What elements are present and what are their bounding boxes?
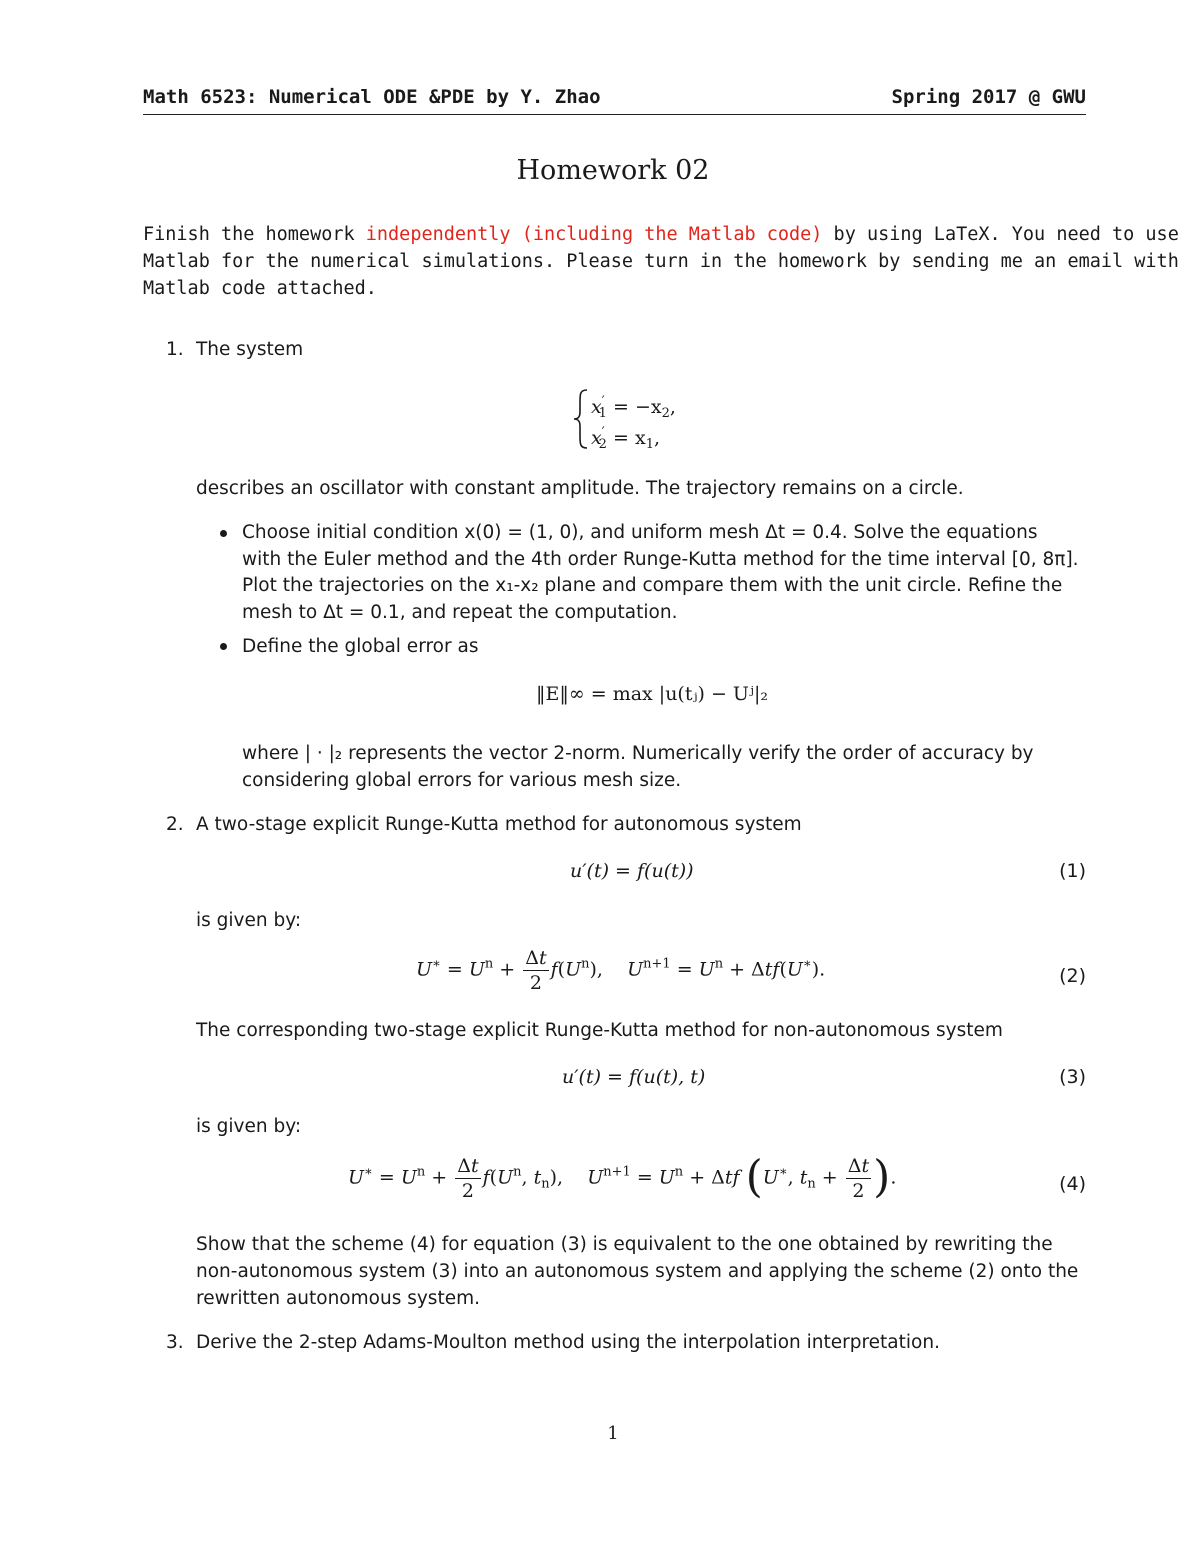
bullet-2-after [242,740,1034,794]
system-row-2: $x'_2 = x_1$, [591,425,661,452]
bullet-1-line: Plot the trajectories on the x₁-x₂ plane and compare them with the unit circle. Refine the [242,575,1063,596]
problem-1-after: describes an oscillator with constant amplitude. The trajectory remains on a circle. [196,478,964,499]
bullet-2-lead: Define the global error as [242,636,479,657]
bullet-1-line: with the Euler method and the 4th order Runge-Kutta method for the time interval [0, 8π]. [242,548,1079,570]
show-line: non-autonomous system (3) into an autonomous system and applying the scheme (2) onto the [196,1261,1079,1282]
equation-4-number: (4) [1059,1173,1086,1195]
header-right: Spring 2017 @ GWU [891,86,1086,108]
page-title: Homework 02 [516,155,710,186]
intro-text: Finish the homework [143,224,366,245]
equation-1: u′(t) = f(u(t)) [570,860,694,882]
show-line: Show that the scheme (4) for equation (3) is equivalent to the one obtained by rewriting the [196,1234,1053,1255]
global-error-equation: ‖E‖∞ = max |u(tⱼ) − Uʲ|₂ [536,683,768,705]
problem-1-number: 1. [166,339,184,360]
intro-line-2: Matlab for the numerical simulations. Please turn in the homework by sending me an email with [143,251,1179,272]
page-number: 1 [607,1423,619,1444]
intro-paragraph [143,221,1179,302]
intro-line-3: Matlab code attached. [143,278,377,299]
equation-4: $U^∗ = U^n$ + $\frac{\Delta t}{2}$ $f(U^n$, $t_n$), $U^{n+1} = U^n + \Delta tf$ (U∗, $t_n$ + $\frac{\Delta t}{2}$ ). [348,1151,897,1203]
bullet-1-line: Choose initial condition x(0) = (1, 0), and uniform mesh Δt = 0.4. Solve the equations [242,522,1038,543]
problem-1-lead: The system [196,339,304,360]
show-line: rewritten autonomous system. [196,1288,480,1309]
bullet-1-text [242,520,1079,626]
problem-3-number: 3. [166,1332,184,1353]
system-equation [572,388,590,454]
left-brace-icon [572,388,590,450]
system-rhs-2: = x [613,427,646,449]
bullet-2-line: where | · |₂ represents the vector 2-norm. Numerically verify the order of accuracy by [242,743,1034,764]
problem-2-mid: The corresponding two-stage explicit Runge-Kutta method for non-autonomous system [196,1020,1003,1041]
problem-3-text: Derive the 2-step Adams-Moulton method using the interpolation interpretation. [196,1332,940,1353]
system-rhs-1: = −x [613,396,662,418]
bullet-2-line: considering global errors for various mesh size. [242,770,682,791]
problem-2-lead: A two-stage explicit Runge-Kutta method for autonomous system [196,814,802,835]
given-1: is given by: [196,910,302,931]
intro-text: by using LaTeX. You need to use [822,224,1179,245]
bullet-1-line: mesh to Δt = 0.1, and repeat the computation. [242,601,678,623]
bullet-icon [220,643,227,650]
equation-2: $U^∗ = U^n$ + $\frac{\Delta t}{2}$ $f(U^n)$, $U^{n+1} = U^n + \Delta tf(U^∗)$. [416,947,826,994]
header-rule [143,114,1086,115]
problem-2-show [196,1231,1078,1312]
bullet-icon [220,530,227,537]
equation-3: u′(t) = f(u(t), t) [562,1066,706,1088]
header-left: Math 6523: Numerical ODE &PDE by Y. Zhao [143,86,601,108]
system-row-1: $x'_1 = -x_2$, [591,394,676,421]
given-2: is given by: [196,1116,302,1137]
equation-1-number: (1) [1059,860,1086,882]
equation-2-number: (2) [1059,965,1086,987]
problem-2-number: 2. [166,814,184,835]
equation-3-number: (3) [1059,1066,1086,1088]
intro-line-1 [143,221,1179,248]
intro-emphasis: independently (including the Matlab code) [365,224,823,245]
